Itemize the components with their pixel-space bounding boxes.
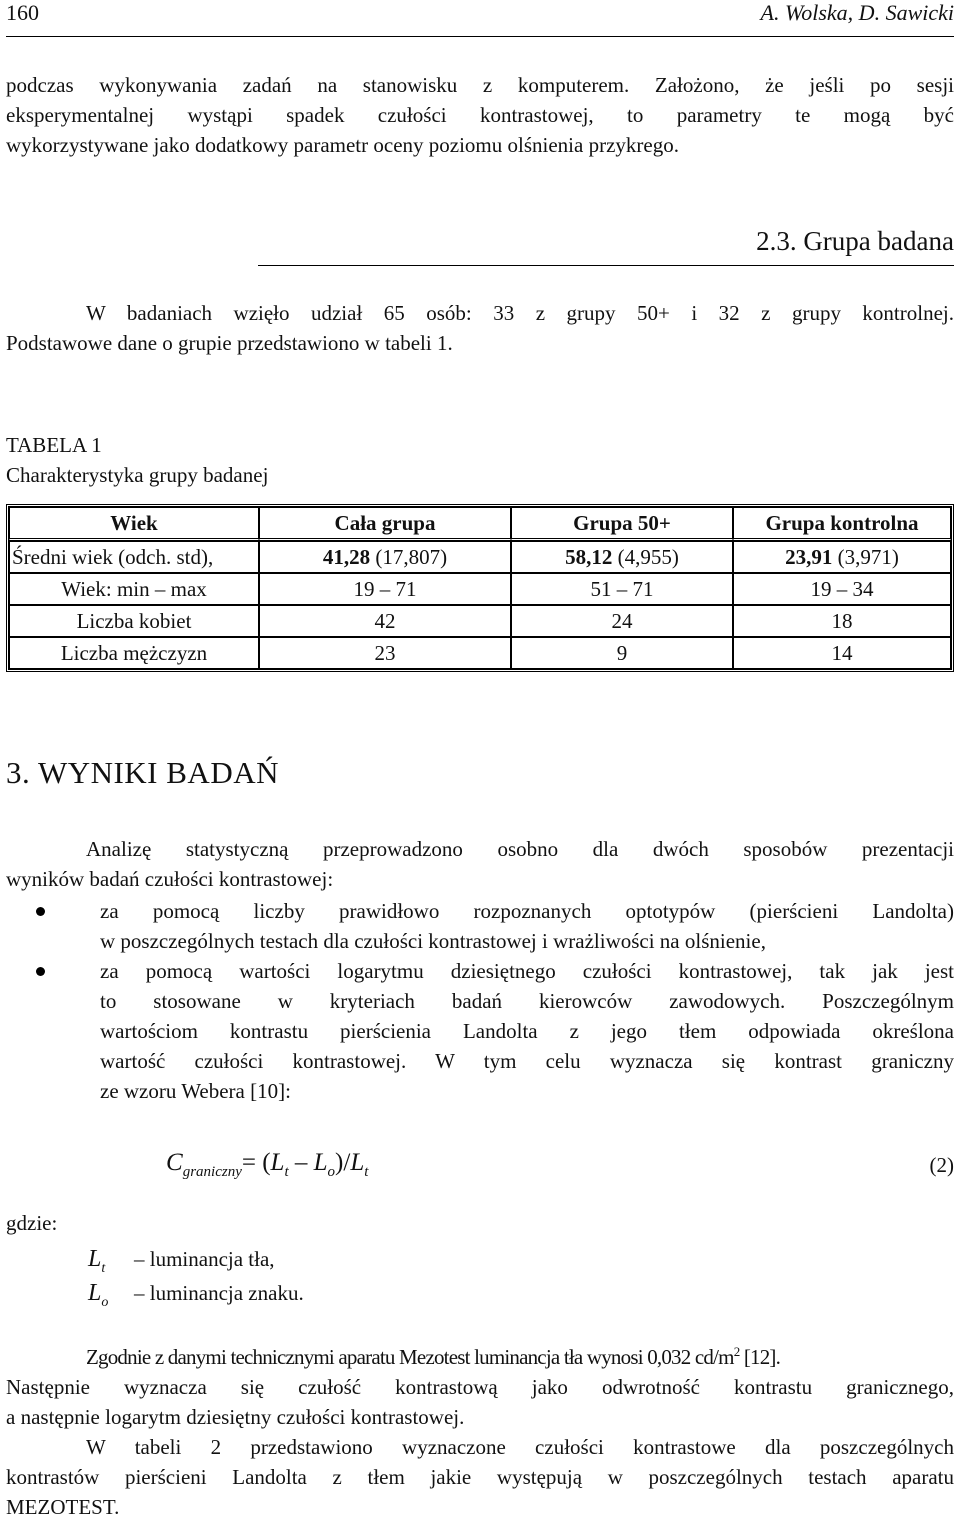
definition-text: – luminancja tła,: [134, 1247, 275, 1271]
where-label: gdzie:: [6, 1211, 58, 1235]
definition-symbol: $L_o$: [88, 1280, 109, 1310]
section-heading-3: 3. WYNIKI BADAŃ: [6, 755, 279, 790]
cell-deviation: (4,955): [617, 545, 679, 569]
formula-subscript: o: [327, 1164, 336, 1180]
table-header-cell: Grupa kontrolna: [733, 507, 951, 541]
definition-item: [88, 1278, 304, 1318]
table-cell: 18: [733, 605, 951, 637]
text-line: wykorzystywane jako dodatkowy parametr oceny poziomu olśnienia przykrego.: [6, 133, 679, 157]
row-label: Wiek: min – max: [9, 573, 259, 605]
bullet-item: [6, 896, 954, 956]
table-cell: 23: [259, 637, 511, 669]
table-cell: 19 – 34: [733, 573, 951, 605]
row-label: Liczba mężczyzn: [9, 637, 259, 669]
unit-superscript: 2: [733, 1344, 740, 1359]
formula-symbol: L: [270, 1149, 285, 1176]
formula-subscript: t: [364, 1164, 369, 1180]
text-line: Analizę statystyczną przeprowadzono osobno dla dwóch sposobów prezentacji: [86, 837, 954, 861]
intro-paragraph: [6, 70, 954, 160]
bullet-list: [6, 896, 954, 1106]
mezotest-paragraph: [6, 1342, 954, 1522]
formula-symbol: L: [313, 1149, 328, 1176]
cell-value: 41,28: [322, 545, 371, 569]
table-cell: [733, 541, 951, 573]
table-row: [9, 541, 951, 573]
table-row: [9, 605, 951, 637]
table-cell: 42: [259, 605, 511, 637]
table-cell: 14: [733, 637, 951, 669]
table-header-row: [9, 507, 951, 541]
definition-symbol: $L_t$: [88, 1246, 106, 1276]
table-cell: [259, 541, 511, 573]
section-heading-2-3: 2.3. Grupa badana: [756, 226, 954, 256]
group-paragraph: [6, 298, 954, 358]
page-number: 160: [6, 0, 39, 25]
analysis-paragraph: [6, 834, 954, 894]
equation-number: (2): [929, 1153, 954, 1177]
text-line: [6, 1342, 954, 1372]
table-row: [9, 573, 951, 605]
table-header-cell: Grupa 50+: [511, 507, 733, 541]
bullet-item: [6, 956, 954, 1106]
text-line: a następnie logarytm dziesiętny czułości kontrastowej.: [6, 1405, 465, 1429]
text-line: Następnie wyznacza się czułość kontrastową jako odwrotność kontrastu granicznego,: [6, 1375, 954, 1399]
text-line: kontrastów pierścieni Landolta z tłem jakie występują w poszczególnych testach aparatu: [6, 1465, 954, 1489]
table-cell: 51 – 71: [511, 573, 733, 605]
table-row: [9, 637, 951, 669]
bullet-dot-icon: [36, 967, 45, 976]
text-line: eksperymentalnej wystąpi spadek czułości kontrastowej, to parametry te mogą być: [6, 103, 954, 127]
formula-subscript: graniczny: [182, 1164, 242, 1180]
table-cell: 9: [511, 637, 733, 669]
formula-symbol: L: [350, 1149, 365, 1176]
running-authors: A. Wolska, D. Sawicki: [760, 0, 954, 25]
table-cell: 19 – 71: [259, 573, 511, 605]
text-line: MEZOTEST.: [6, 1495, 120, 1519]
table-caption: Charakterystyka grupy badanej: [6, 463, 269, 487]
text-line: Podstawowe dane o grupie przedstawiono w tabeli 1.: [6, 331, 453, 355]
bullet-dot-icon: [36, 907, 45, 916]
text-line: za pomocą liczby prawidłowo rozpoznanych optotypów (pierścieni Landolta): [100, 899, 954, 923]
section-rule: [258, 265, 954, 266]
text-line: to stosowane w kryteriach badań kierowców zawodowych. Poszczególnym: [100, 989, 954, 1013]
row-label: Liczba kobiet: [9, 605, 259, 637]
cell-deviation: (3,971): [837, 545, 899, 569]
cell-value: 58,12: [565, 545, 613, 569]
weber-formula: [166, 1148, 368, 1187]
table-cell: 24: [511, 605, 733, 637]
text-line: W tabeli 2 przedstawiono wyznaczone czułości kontrastowe dla poszczególnych: [86, 1435, 954, 1459]
text-line: ze wzoru Webera [10]:: [100, 1079, 291, 1103]
characteristics-table: [6, 504, 954, 672]
mezotest-ref: [12].: [739, 1345, 781, 1369]
cell-value: 23,91: [785, 545, 833, 569]
text-line: podczas wykonywania zadań na stanowisku z komputerem. Założono, że jeśli po sesji: [6, 73, 954, 97]
formula-operator: = (: [241, 1149, 271, 1176]
table-cell: [511, 541, 733, 573]
table-label: TABELA 1: [6, 433, 102, 457]
table-header-cell: Cała grupa: [259, 507, 511, 541]
row-label: Średni wiek (odch. std),: [9, 541, 259, 573]
formula-operator: –: [288, 1149, 314, 1176]
mezotest-text: Zgodnie z danymi technicznymi aparatu Mezotest luminancja tła wynosi 0,032 cd/m: [86, 1345, 734, 1369]
text-line: wartościom kontrastu pierścienia Landolta z jego tłem odpowiada określona: [100, 1019, 954, 1043]
formula-subscript: t: [284, 1164, 289, 1180]
definition-text: – luminancja znaku.: [134, 1281, 304, 1305]
text-line: w poszczególnych testach dla czułości kontrastowej i wrażliwości na olśnienie,: [100, 929, 766, 953]
running-header: [6, 0, 954, 37]
cell-deviation: (17,807): [375, 545, 448, 569]
formula-operator: )/: [335, 1149, 351, 1176]
text-line: za pomocą wartości logarytmu dziesiętnego czułości kontrastowej, tak jak jest: [100, 959, 954, 983]
formula-symbol: C: [166, 1149, 183, 1176]
table-header-cell: Wiek: [9, 507, 259, 541]
text-line: W badaniach wzięło udział 65 osób: 33 z grupy 50+ i 32 z grupy kontrolnej.: [86, 301, 954, 325]
text-line: wyników badań czułości kontrastowej:: [6, 867, 334, 891]
text-line: wartość czułości kontrastowej. W tym celu wyznacza się kontrast graniczny: [100, 1049, 954, 1073]
